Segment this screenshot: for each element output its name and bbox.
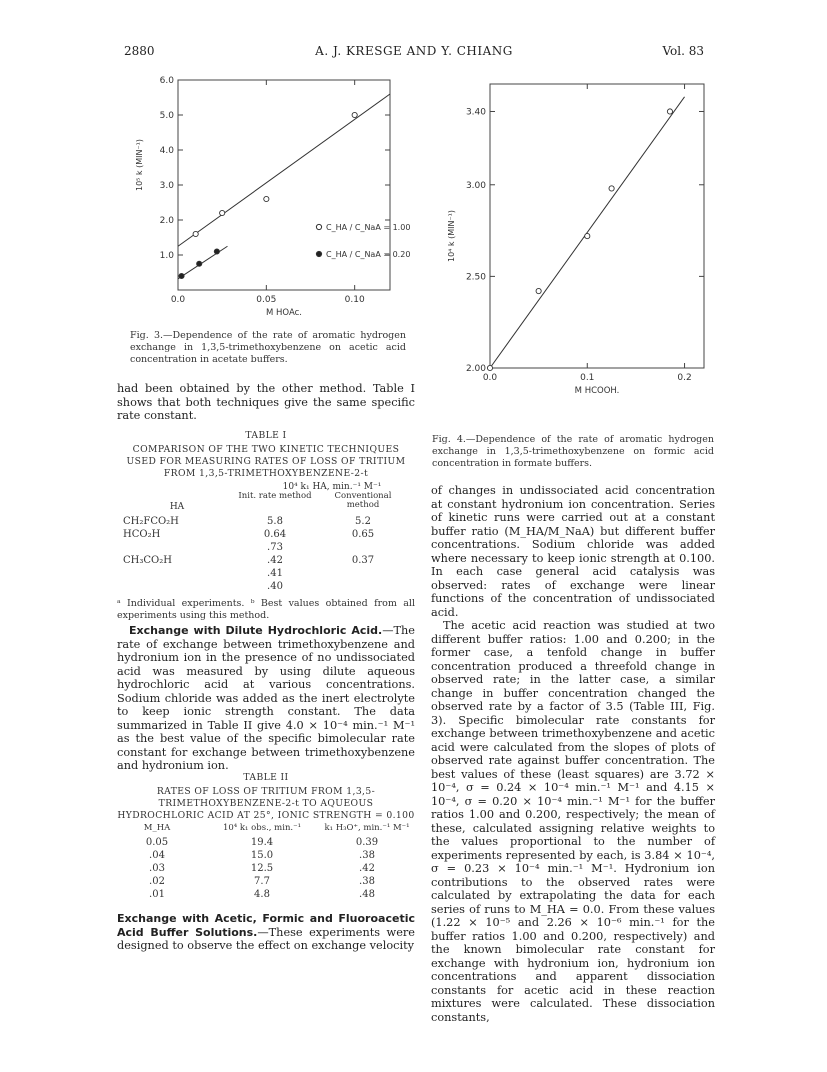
- y-tick-label: 2.50: [465, 272, 486, 283]
- x-tick-label: 0.0: [482, 373, 498, 383]
- table1-row: [117, 568, 415, 581]
- table2-caption: RATES OF LOSS OF TRITIUM FROM 1,3,5-TRIMETHOXYBENZENE-2-t TO AQUEOUS HYDROCHLORIC ACID AT 25°, IONIC STRENGTH = 0.100: [117, 786, 415, 821]
- table2-cell: 12.5: [250, 863, 274, 874]
- data-point: [536, 288, 541, 293]
- y-axis-label: 10⁴ k (MIN⁻¹): [447, 209, 456, 263]
- legend-label-open: C_HA / C_NaA = 1.00: [326, 223, 410, 232]
- table1-cell: 0.64: [263, 529, 287, 540]
- y-tick-label: 2.0: [159, 216, 174, 226]
- fig3-caption: Fig. 3.—Dependence of the rate of aromatic hydrogen exchange in 1,3,5-trimethoxybenzene on acetic acid concentration in acetate buffers.: [130, 330, 406, 365]
- table2-cell: .02: [149, 876, 165, 887]
- section-hcl-heading: Exchange with Dilute Hydrochloric Acid.: [129, 624, 383, 637]
- table1-col-init: Init. rate method: [238, 491, 312, 501]
- table1-cell: .73: [267, 542, 283, 553]
- x-tick-label: 0.05: [256, 295, 277, 305]
- table2-cell: 4.8: [254, 889, 270, 900]
- data-point: [585, 233, 590, 238]
- fig4-chart: [442, 78, 712, 430]
- table2-row: [117, 850, 415, 863]
- fit-line: [490, 97, 685, 368]
- table-2: [117, 772, 415, 902]
- y-tick-label: 3.00: [465, 180, 486, 191]
- legend-marker-filled: [316, 251, 321, 256]
- x-axis-label: M HCOOH.: [574, 386, 620, 396]
- data-point: [667, 109, 672, 114]
- table1-row: [117, 516, 415, 529]
- table1-header: [117, 482, 415, 516]
- right-column: [431, 484, 715, 1024]
- table1-cell: CH₃CO₂H: [123, 555, 172, 566]
- table2-body: [117, 837, 415, 902]
- table2-cell: 0.05: [145, 837, 169, 848]
- section-buffers-text: —These experiments were designed to observe the effect on exchange velocity: [117, 925, 415, 952]
- x-tick-label: 0.10: [344, 295, 365, 305]
- y-axis-label: 10⁵ k (MIN⁻¹): [135, 138, 144, 192]
- table2-cell: .38: [359, 850, 375, 861]
- section-hcl-text: —The rate of exchange between trimethoxybenzene and hydronium ion in the presence of no undissociated acid was measured by using dilute aqueous hydrochloric acid at various concentrations. Sodium chloride was added as the inert electrolyte to keep ionic strength constant. The data summarized in Table II give 4.0 × 10⁻⁴ min.⁻¹ M⁻¹ as the best value of the specific bimolecular rate constant for exchange between trimethoxybenzene and hydronium ion.: [117, 624, 415, 772]
- y-tick-label: 3.0: [159, 181, 174, 191]
- table2-cell: .38: [359, 876, 375, 887]
- table1-row: [117, 555, 415, 568]
- running-header: [124, 44, 704, 62]
- table2-row: [117, 876, 415, 889]
- fig4-caption: Fig. 4.—Dependence of the rate of aromatic hydrogen exchange in 1,3,5-trimethoxybenzene on formic acid concentration in formate buffers.: [432, 434, 714, 469]
- data-point: [264, 196, 269, 201]
- section-hcl: [117, 624, 415, 773]
- y-tick-label: 2.00: [465, 364, 486, 374]
- y-tick-label: 4.0: [159, 146, 174, 156]
- x-axis-label: M HOAc.: [265, 308, 303, 318]
- data-point: [214, 249, 219, 254]
- table2-col2: 10⁴ k₁ obs., min.⁻¹: [222, 823, 302, 833]
- data-point: [609, 186, 614, 191]
- table1-footnote: ᵃ Individual experiments. ᵇ Best values obtained from all experiments using this method.: [117, 598, 415, 621]
- fit-line: [178, 246, 227, 279]
- data-point: [487, 365, 492, 370]
- y-tick-label: 1.0: [159, 251, 174, 261]
- y-tick-label: 5.0: [159, 111, 174, 121]
- table2-cell: .42: [359, 863, 375, 874]
- volume-label: Vol. 83: [662, 44, 704, 58]
- table2-cell: 0.39: [355, 837, 379, 848]
- legend-label-filled: C_HA / C_NaA = 0.20: [326, 250, 410, 259]
- fig3-chart: [130, 68, 410, 326]
- right-para-2: The acetic acid reaction was studied at two different buffer ratios: 1.00 and 0.200; in the former case, a tenfold change in buffer concentration produced a threefold change in observed rate; in the latter case, a similar change in buffer concentration changed the observed rate by a factor of 3.5 (Table III, Fig. 3). Specific bimolecular rate constants for exchange between trimethoxybenzene and acetic acid were calculated from the slopes of plots of observed rate against buffer concentration. The best values of these (least squares) are 3.72 × 10⁻⁴, σ = 0.24 × 10⁻⁴ min.⁻¹ M⁻¹ and 4.15 × 10⁻⁴, σ = 0.20 × 10⁻⁴ min.⁻¹ M⁻¹ for the buffer ratios 1.00 and 0.200, respectively; the mean of these, calculated assigning relative weights to the values proportional to the number of experiments represented by each, is 3.84 × 10⁻⁴, σ = 0.23 × 10⁻⁴ min.⁻¹ M⁻¹. Hydronium ion contributions to the observed rates were calculated by extrapolating the data for each series of runs to M_HA = 0.0. From these values (1.22 × 10⁻⁵ and 2.26 × 10⁻⁶ min.⁻¹ for the buffer ratios 1.00 and 0.200, respectively) and the known bimolecular rate constant for exchange with hydronium ion, hydronium ion concentrations and apparent dissociation constants for acetic acid in these reaction mixtures were calculated. These dissociation constants,: [431, 619, 715, 1024]
- table2-col1: M_HA: [143, 823, 171, 833]
- table1-cell: 0.65: [351, 529, 375, 540]
- table2-col3: k₁ H₃O⁺, min.⁻¹ M⁻¹: [324, 823, 410, 833]
- table1-body: [117, 516, 415, 594]
- table2-row: [117, 863, 415, 876]
- table2-cell: 15.0: [250, 850, 274, 861]
- table1-caption: COMPARISON OF THE TWO KINETIC TECHNIQUES USED FOR MEASURING RATES OF LOSS OF TRITIUM FROM 1,3,5-TRIMETHOXYBENZENE-2-t: [126, 444, 406, 479]
- table2-header: [117, 823, 415, 837]
- table2-title: TABLE II: [243, 772, 289, 783]
- table2-cell: 7.7: [254, 876, 270, 887]
- table1-row: [117, 529, 415, 542]
- right-para-1: of changes in undissociated acid concentration at constant hydronium ion concentration. Series of kinetic runs were carried out at a constant buffer ratio (M_HA/M_NaA) but different buffer concentrations. Sodium chloride was added where necessary to keep ionic strength at 0.100. In each case general acid catalysis was observed: rates of exchange were linear functions of the concentration of undissociated acid.: [431, 484, 715, 619]
- table1-col-ha: HA: [169, 502, 185, 512]
- table1-cell: CH₂FCO₂H: [123, 516, 179, 527]
- table1-cell: 0.37: [351, 555, 375, 566]
- figure-4: [442, 78, 712, 430]
- table2-cell: .01: [149, 889, 165, 900]
- table1-row: [117, 581, 415, 594]
- page-number: 2880: [124, 44, 155, 58]
- table1-cell: HCO₂H: [123, 529, 161, 540]
- table2-row: [117, 837, 415, 850]
- table1-cell: .40: [267, 581, 283, 592]
- section-buffers-heading: Exchange with Acetic, Formic and Fluoroacetic Acid Buffer Solutions.: [117, 912, 415, 939]
- data-point: [179, 273, 184, 278]
- data-point: [193, 231, 198, 236]
- figure-3: [130, 68, 410, 326]
- table1-cell: 5.8: [267, 516, 283, 527]
- table-1: [117, 430, 415, 621]
- plot-frame: [490, 84, 704, 368]
- table1-cell: .41: [267, 568, 283, 579]
- intro-text: had been obtained by the other method. Table I shows that both techniques give the same specific rate constant.: [117, 382, 415, 422]
- table1-span-header: 10⁴ k₁ HA, min.⁻¹ M⁻¹: [282, 482, 382, 492]
- y-tick-label: 6.0: [159, 76, 174, 86]
- table1-row: [117, 542, 415, 555]
- running-authors: A. J. KRESGE AND Y. CHIANG: [315, 44, 513, 58]
- intro-paragraph: [117, 382, 415, 423]
- table2-cell: 19.4: [250, 837, 274, 848]
- x-tick-label: 0.1: [580, 373, 595, 383]
- data-point: [352, 112, 357, 117]
- data-point: [220, 210, 225, 215]
- table2-cell: .03: [149, 863, 165, 874]
- table1-title: TABLE I: [245, 430, 287, 441]
- table1-col-conv: Conventional method: [334, 491, 392, 510]
- legend-marker-open: [316, 224, 321, 229]
- x-tick-label: 0.2: [677, 373, 692, 383]
- table1-cell: .42: [267, 555, 283, 566]
- table2-cell: .04: [149, 850, 165, 861]
- table2-row: [117, 889, 415, 902]
- section-buffers: [117, 912, 415, 953]
- table2-cell: .48: [359, 889, 375, 900]
- x-tick-label: 0.0: [170, 295, 186, 305]
- data-point: [197, 261, 202, 266]
- table1-cell: 5.2: [355, 516, 371, 527]
- y-tick-label: 3.40: [465, 107, 486, 118]
